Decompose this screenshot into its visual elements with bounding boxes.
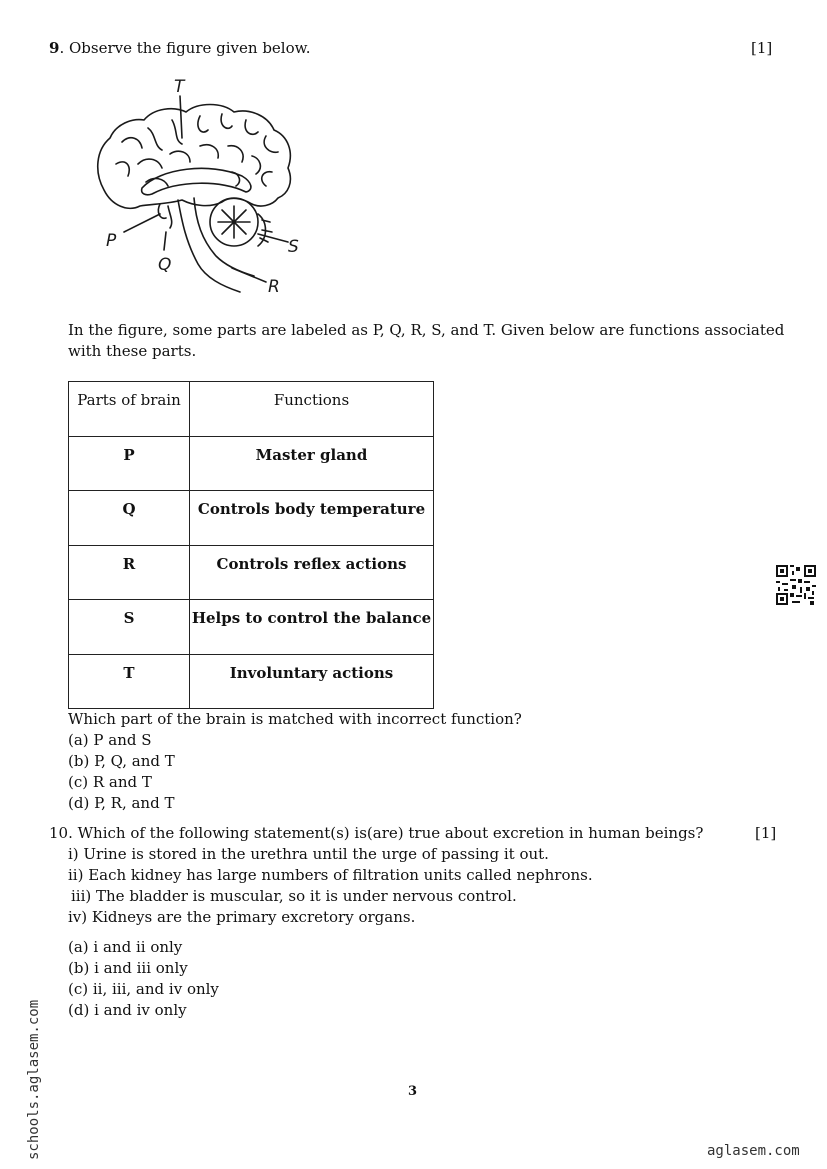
- brain-diagram-figure: [82, 72, 312, 302]
- table-cell-function: Master gland: [190, 437, 434, 491]
- table-cell-part: P: [69, 437, 190, 491]
- question-9-question: Which part of the brain is matched with incorrect function?: [68, 710, 522, 728]
- question-9-prompt: [49, 38, 310, 59]
- q9-option-a: (a) P and S: [68, 731, 152, 749]
- page-number: 3: [408, 1084, 418, 1099]
- table-row: [69, 546, 434, 600]
- table-row: [69, 600, 434, 655]
- table-cell-part: Q: [69, 491, 190, 546]
- table-cell-part: R: [69, 546, 190, 600]
- side-watermark: schools.aglasem.com: [26, 999, 42, 1160]
- q9-option-b: (b) P, Q, and T: [68, 752, 175, 770]
- q9-option-d: (d) P, R, and T: [68, 794, 175, 812]
- question-9-marks: [1]: [751, 39, 773, 57]
- intro-line-2: with these parts.: [68, 342, 197, 360]
- table-cell-part: T: [69, 655, 190, 709]
- table-cell-function: Controls reflex actions: [190, 546, 434, 600]
- q10-statement-4: iv) Kidneys are the primary excretory organs.: [68, 908, 416, 926]
- brain-functions-table: [68, 381, 434, 709]
- q10-statement-3: iii) The bladder is muscular, so it is under nervous control.: [71, 887, 517, 905]
- question-text: . Observe the figure given below.: [59, 39, 311, 57]
- corner-watermark: aglasem.com: [707, 1143, 800, 1159]
- label-r: R: [268, 277, 280, 297]
- table-row: [69, 437, 434, 491]
- question-10-marks: [1]: [755, 824, 777, 842]
- table-cell-function: Involuntary actions: [190, 655, 434, 709]
- q10-statement-2: ii) Each kidney has large numbers of filtration units called nephrons.: [68, 866, 593, 884]
- label-t: T: [174, 77, 185, 97]
- label-s: S: [288, 237, 299, 257]
- q10-statement-1: i) Urine is stored in the urethra until the urge of passing it out.: [68, 845, 549, 863]
- question-10-question: 10. Which of the following statement(s) is(are) true about excretion in human beings?: [49, 824, 704, 842]
- q10-option-d: (d) i and iv only: [68, 1001, 187, 1019]
- table-row: [69, 655, 434, 709]
- table-cell-function: Controls body temperature: [190, 491, 434, 546]
- q10-option-a: (a) i and ii only: [68, 938, 183, 956]
- label-q: Q: [158, 255, 172, 275]
- label-p: P: [106, 231, 117, 251]
- q10-option-b: (b) i and iii only: [68, 959, 188, 977]
- question-number: 9: [49, 39, 60, 57]
- q9-option-c: (c) R and T: [68, 773, 152, 791]
- table-cell-part: S: [69, 600, 190, 655]
- intro-line-1: In the figure, some parts are labeled as P, Q, R, S, and T. Given below are functions associated: [68, 321, 785, 339]
- table-header-row: [69, 382, 434, 437]
- table-row: [69, 491, 434, 546]
- qr-code: [776, 565, 816, 605]
- q10-option-c: (c) ii, iii, and iv only: [68, 980, 219, 998]
- table-cell-function: Helps to control the balance: [190, 600, 434, 655]
- header-parts: Parts of brain: [69, 382, 190, 437]
- header-functions: Functions: [190, 382, 434, 437]
